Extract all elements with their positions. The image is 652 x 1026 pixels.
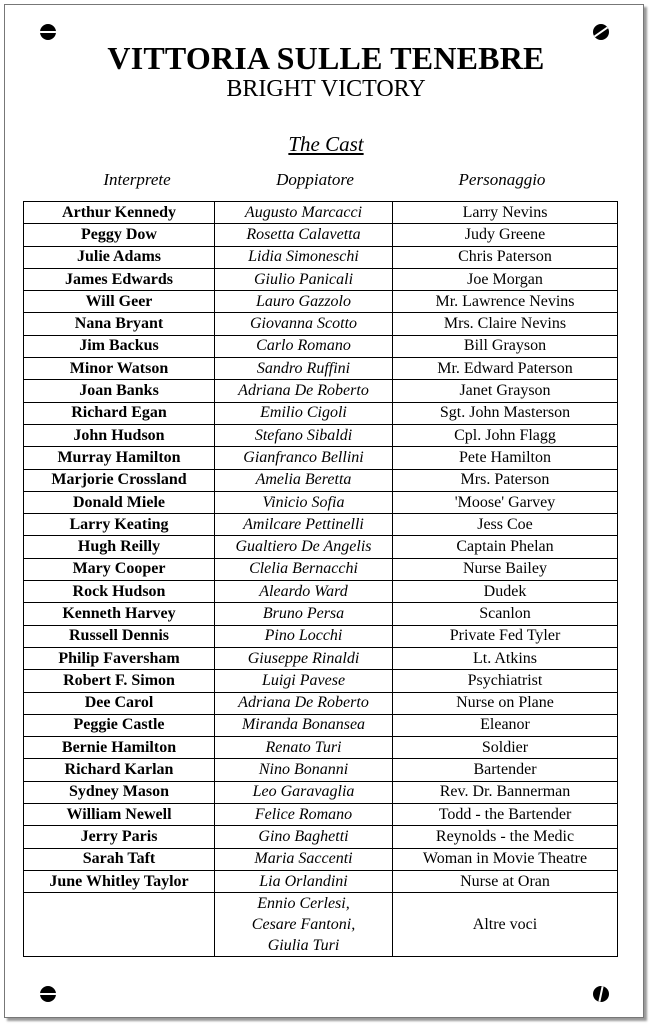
- table-row: [24, 670, 618, 692]
- character-cell: Pete Hamilton: [393, 447, 618, 469]
- dubber-cell: Bruno Persa: [215, 603, 393, 625]
- dubber-cell: Lauro Gazzolo: [215, 291, 393, 313]
- dubber-cell: Luigi Pavese: [215, 670, 393, 692]
- table-row: [24, 692, 618, 714]
- table-row-other-voices: [24, 893, 618, 957]
- dubber-cell: Giuseppe Rinaldi: [215, 647, 393, 669]
- table-row: [24, 536, 618, 558]
- actor-cell: Murray Hamilton: [24, 447, 215, 469]
- table-row: [24, 291, 618, 313]
- table-row: [24, 469, 618, 491]
- table-row: [24, 647, 618, 669]
- dubber-cell: Carlo Romano: [215, 335, 393, 357]
- dubber-line: Giulia Turi: [267, 937, 340, 955]
- character-cell: Eleanor: [393, 714, 618, 736]
- actor-cell: Robert F. Simon: [24, 670, 215, 692]
- actor-cell: Jerry Paris: [24, 826, 215, 848]
- table-row: [24, 581, 618, 603]
- actor-cell: Arthur Kennedy: [24, 202, 215, 224]
- character-cell: Psychiatrist: [393, 670, 618, 692]
- dubber-line: Cesare Fantoni,: [251, 916, 356, 934]
- table-row: [24, 625, 618, 647]
- actor-cell: Larry Keating: [24, 514, 215, 536]
- cast-table: [23, 201, 618, 957]
- screw-bottom-right-icon: [593, 986, 609, 1002]
- actor-cell: Will Geer: [24, 291, 215, 313]
- film-title: VITTORIA SULLE TENEBRE: [107, 40, 545, 76]
- dubber-cell: Emilio Cigoli: [215, 402, 393, 424]
- table-row: [24, 335, 618, 357]
- dubber-cell: Felice Romano: [215, 804, 393, 826]
- table-row: [24, 424, 618, 446]
- dubber-cell: Gianfranco Bellini: [215, 447, 393, 469]
- actor-cell: Rock Hudson: [24, 581, 215, 603]
- dubber-cell: Clelia Bernacchi: [215, 558, 393, 580]
- dubber-cell: Miranda Bonansea: [215, 714, 393, 736]
- dubber-cell: Amelia Beretta: [215, 469, 393, 491]
- dubber-cell: Nino Bonanni: [215, 759, 393, 781]
- dubber-cell: Gualtiero De Angelis: [215, 536, 393, 558]
- table-row: [24, 246, 618, 268]
- table-row: [24, 603, 618, 625]
- actor-cell: Peggy Dow: [24, 224, 215, 246]
- character-cell: Mr. Lawrence Nevins: [393, 291, 618, 313]
- character-cell: Rev. Dr. Bannerman: [393, 781, 618, 803]
- actor-cell: Sarah Taft: [24, 848, 215, 870]
- actor-cell: Julie Adams: [24, 246, 215, 268]
- table-row: [24, 268, 618, 290]
- character-cell: Cpl. John Flagg: [393, 424, 618, 446]
- screw-top-left-icon: [40, 24, 56, 40]
- dubber-cell: Gino Baghetti: [215, 826, 393, 848]
- table-row: [24, 491, 618, 513]
- actor-cell: Marjorie Crossland: [24, 469, 215, 491]
- character-cell: Todd - the Bartender: [393, 804, 618, 826]
- actor-cell: Philip Faversham: [24, 647, 215, 669]
- table-row: [24, 358, 618, 380]
- actor-cell: [24, 893, 215, 957]
- character-cell: Dudek: [393, 581, 618, 603]
- dubber-cell: Adriana De Roberto: [215, 380, 393, 402]
- cast-table-body: [24, 202, 618, 957]
- table-row: [24, 870, 618, 892]
- table-row: [24, 514, 618, 536]
- character-cell: Mr. Edward Paterson: [393, 358, 618, 380]
- dubber-cell: Vinicio Sofia: [215, 491, 393, 513]
- dubber-cell: Lidia Simoneschi: [215, 246, 393, 268]
- column-header-dubber: Doppiatore: [276, 170, 354, 189]
- dubber-cell: Rosetta Calavetta: [215, 224, 393, 246]
- character-cell: Joe Morgan: [393, 268, 618, 290]
- table-row: [24, 202, 618, 224]
- table-row: [24, 826, 618, 848]
- character-cell: Chris Paterson: [393, 246, 618, 268]
- dubber-cell: Leo Garavaglia: [215, 781, 393, 803]
- character-cell: Sgt. John Masterson: [393, 402, 618, 424]
- actor-cell: Nana Bryant: [24, 313, 215, 335]
- actor-cell: Kenneth Harvey: [24, 603, 215, 625]
- table-row: [24, 759, 618, 781]
- character-cell: Nurse on Plane: [393, 692, 618, 714]
- character-cell: Lt. Atkins: [393, 647, 618, 669]
- dubber-cell: Pino Locchi: [215, 625, 393, 647]
- actor-cell: Minor Watson: [24, 358, 215, 380]
- dubber-cell: Amilcare Pettinelli: [215, 514, 393, 536]
- actor-cell: William Newell: [24, 804, 215, 826]
- screw-bottom-left-icon: [40, 986, 56, 1002]
- table-row: [24, 313, 618, 335]
- character-cell: Reynolds - the Medic: [393, 826, 618, 848]
- table-row: [24, 558, 618, 580]
- character-cell: Nurse at Oran: [393, 870, 618, 892]
- column-header-character: Personaggio: [458, 170, 546, 189]
- character-cell: Nurse Bailey: [393, 558, 618, 580]
- character-cell: Mrs. Paterson: [393, 469, 618, 491]
- dubber-cell: Giovanna Scotto: [215, 313, 393, 335]
- dubber-cell: Renato Turi: [215, 737, 393, 759]
- actor-cell: Sydney Mason: [24, 781, 215, 803]
- table-row: [24, 447, 618, 469]
- actor-cell: Russell Dennis: [24, 625, 215, 647]
- character-cell: 'Moose' Garvey: [393, 491, 618, 513]
- table-row: [24, 737, 618, 759]
- actor-cell: Mary Cooper: [24, 558, 215, 580]
- dubber-cell: Lia Orlandini: [215, 870, 393, 892]
- dubber-cell: Adriana De Roberto: [215, 692, 393, 714]
- character-cell: Scanlon: [393, 603, 618, 625]
- actor-cell: Richard Egan: [24, 402, 215, 424]
- dubber-cell: Sandro Ruffini: [215, 358, 393, 380]
- table-row: [24, 804, 618, 826]
- film-subtitle: BRIGHT VICTORY: [226, 76, 426, 102]
- actor-cell: Joan Banks: [24, 380, 215, 402]
- character-cell: Captain Phelan: [393, 536, 618, 558]
- actor-cell: Hugh Reilly: [24, 536, 215, 558]
- dubber-cell: [215, 893, 393, 957]
- table-row: [24, 402, 618, 424]
- dubber-cell: Stefano Sibaldi: [215, 424, 393, 446]
- screw-top-right-icon: [593, 24, 609, 40]
- actor-cell: James Edwards: [24, 268, 215, 290]
- actor-cell: John Hudson: [24, 424, 215, 446]
- character-cell: Soldier: [393, 737, 618, 759]
- cast-heading: The Cast: [288, 132, 364, 156]
- table-row: [24, 848, 618, 870]
- actor-cell: Jim Backus: [24, 335, 215, 357]
- dubber-line: Ennio Cerlesi,: [257, 895, 350, 913]
- character-cell: Janet Grayson: [393, 380, 618, 402]
- table-row: [24, 714, 618, 736]
- table-row: [24, 224, 618, 246]
- dubber-cell: Maria Saccenti: [215, 848, 393, 870]
- dubber-cell: Giulio Panicali: [215, 268, 393, 290]
- actor-cell: June Whitley Taylor: [24, 870, 215, 892]
- character-cell: Larry Nevins: [393, 202, 618, 224]
- character-cell: Jess Coe: [393, 514, 618, 536]
- table-row: [24, 380, 618, 402]
- character-cell: Bartender: [393, 759, 618, 781]
- dubber-cell: Augusto Marcacci: [215, 202, 393, 224]
- character-cell: Judy Greene: [393, 224, 618, 246]
- table-row: [24, 781, 618, 803]
- dubber-cell: Aleardo Ward: [215, 581, 393, 603]
- actor-cell: Dee Carol: [24, 692, 215, 714]
- actor-cell: Donald Miele: [24, 491, 215, 513]
- character-cell: Private Fed Tyler: [393, 625, 618, 647]
- column-header-actor: Interprete: [103, 170, 171, 189]
- actor-cell: Peggie Castle: [24, 714, 215, 736]
- character-cell: Bill Grayson: [393, 335, 618, 357]
- character-cell: Altre voci: [393, 893, 618, 957]
- character-cell: Woman in Movie Theatre: [393, 848, 618, 870]
- character-cell: Mrs. Claire Nevins: [393, 313, 618, 335]
- actor-cell: Bernie Hamilton: [24, 737, 215, 759]
- actor-cell: Richard Karlan: [24, 759, 215, 781]
